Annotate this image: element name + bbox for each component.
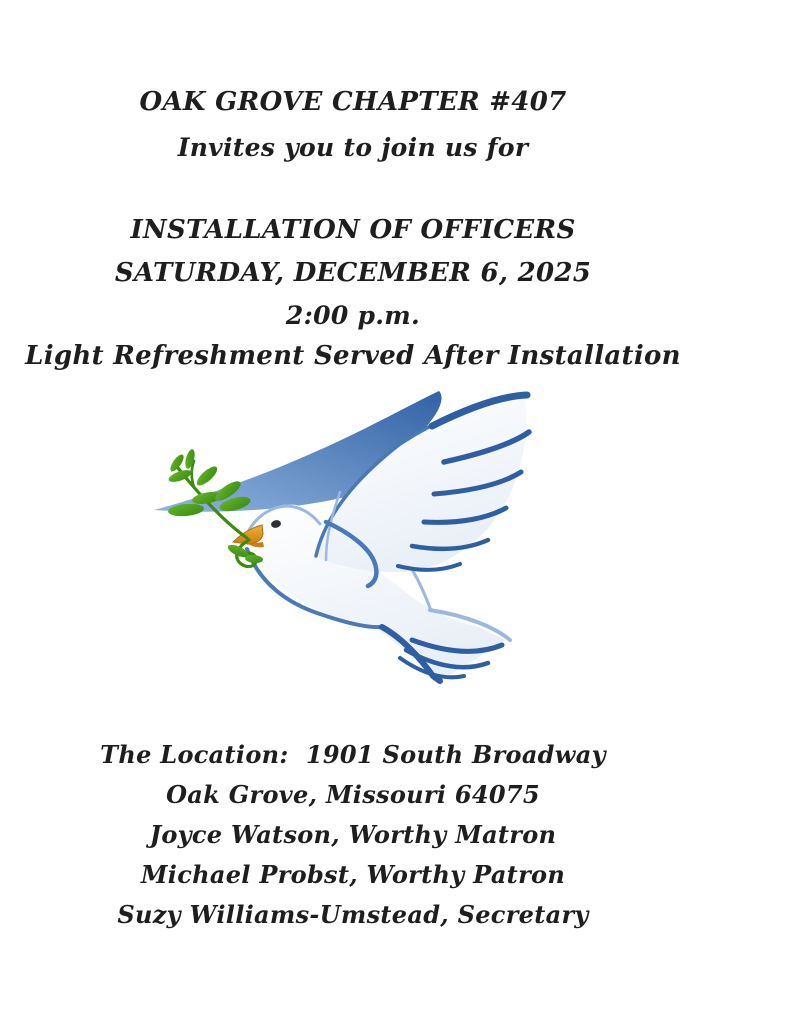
dove-with-olive-branch-icon — [150, 388, 570, 698]
worthy-matron-line: Joyce Watson, Worthy Matron — [149, 820, 557, 849]
location-line: The Location: 1901 South Broadway — [100, 740, 606, 769]
chapter-title: OAK GROVE CHAPTER #407 — [139, 87, 567, 117]
event-date: SATURDAY, DECEMBER 6, 2025 — [114, 258, 592, 288]
secretary-line: Suzy Williams-Umstead, Secretary — [117, 900, 589, 929]
event-time: 2:00 p.m. — [285, 301, 421, 330]
city-line: Oak Grove, Missouri 64075 — [166, 780, 540, 809]
worthy-patron-line: Michael Probst, Worthy Patron — [140, 860, 566, 889]
invite-line: Invites you to join us for — [177, 133, 529, 162]
refreshment-note: Light Refreshment Served After Installation — [25, 341, 681, 371]
event-title: INSTALLATION OF OFFICERS — [130, 215, 576, 245]
